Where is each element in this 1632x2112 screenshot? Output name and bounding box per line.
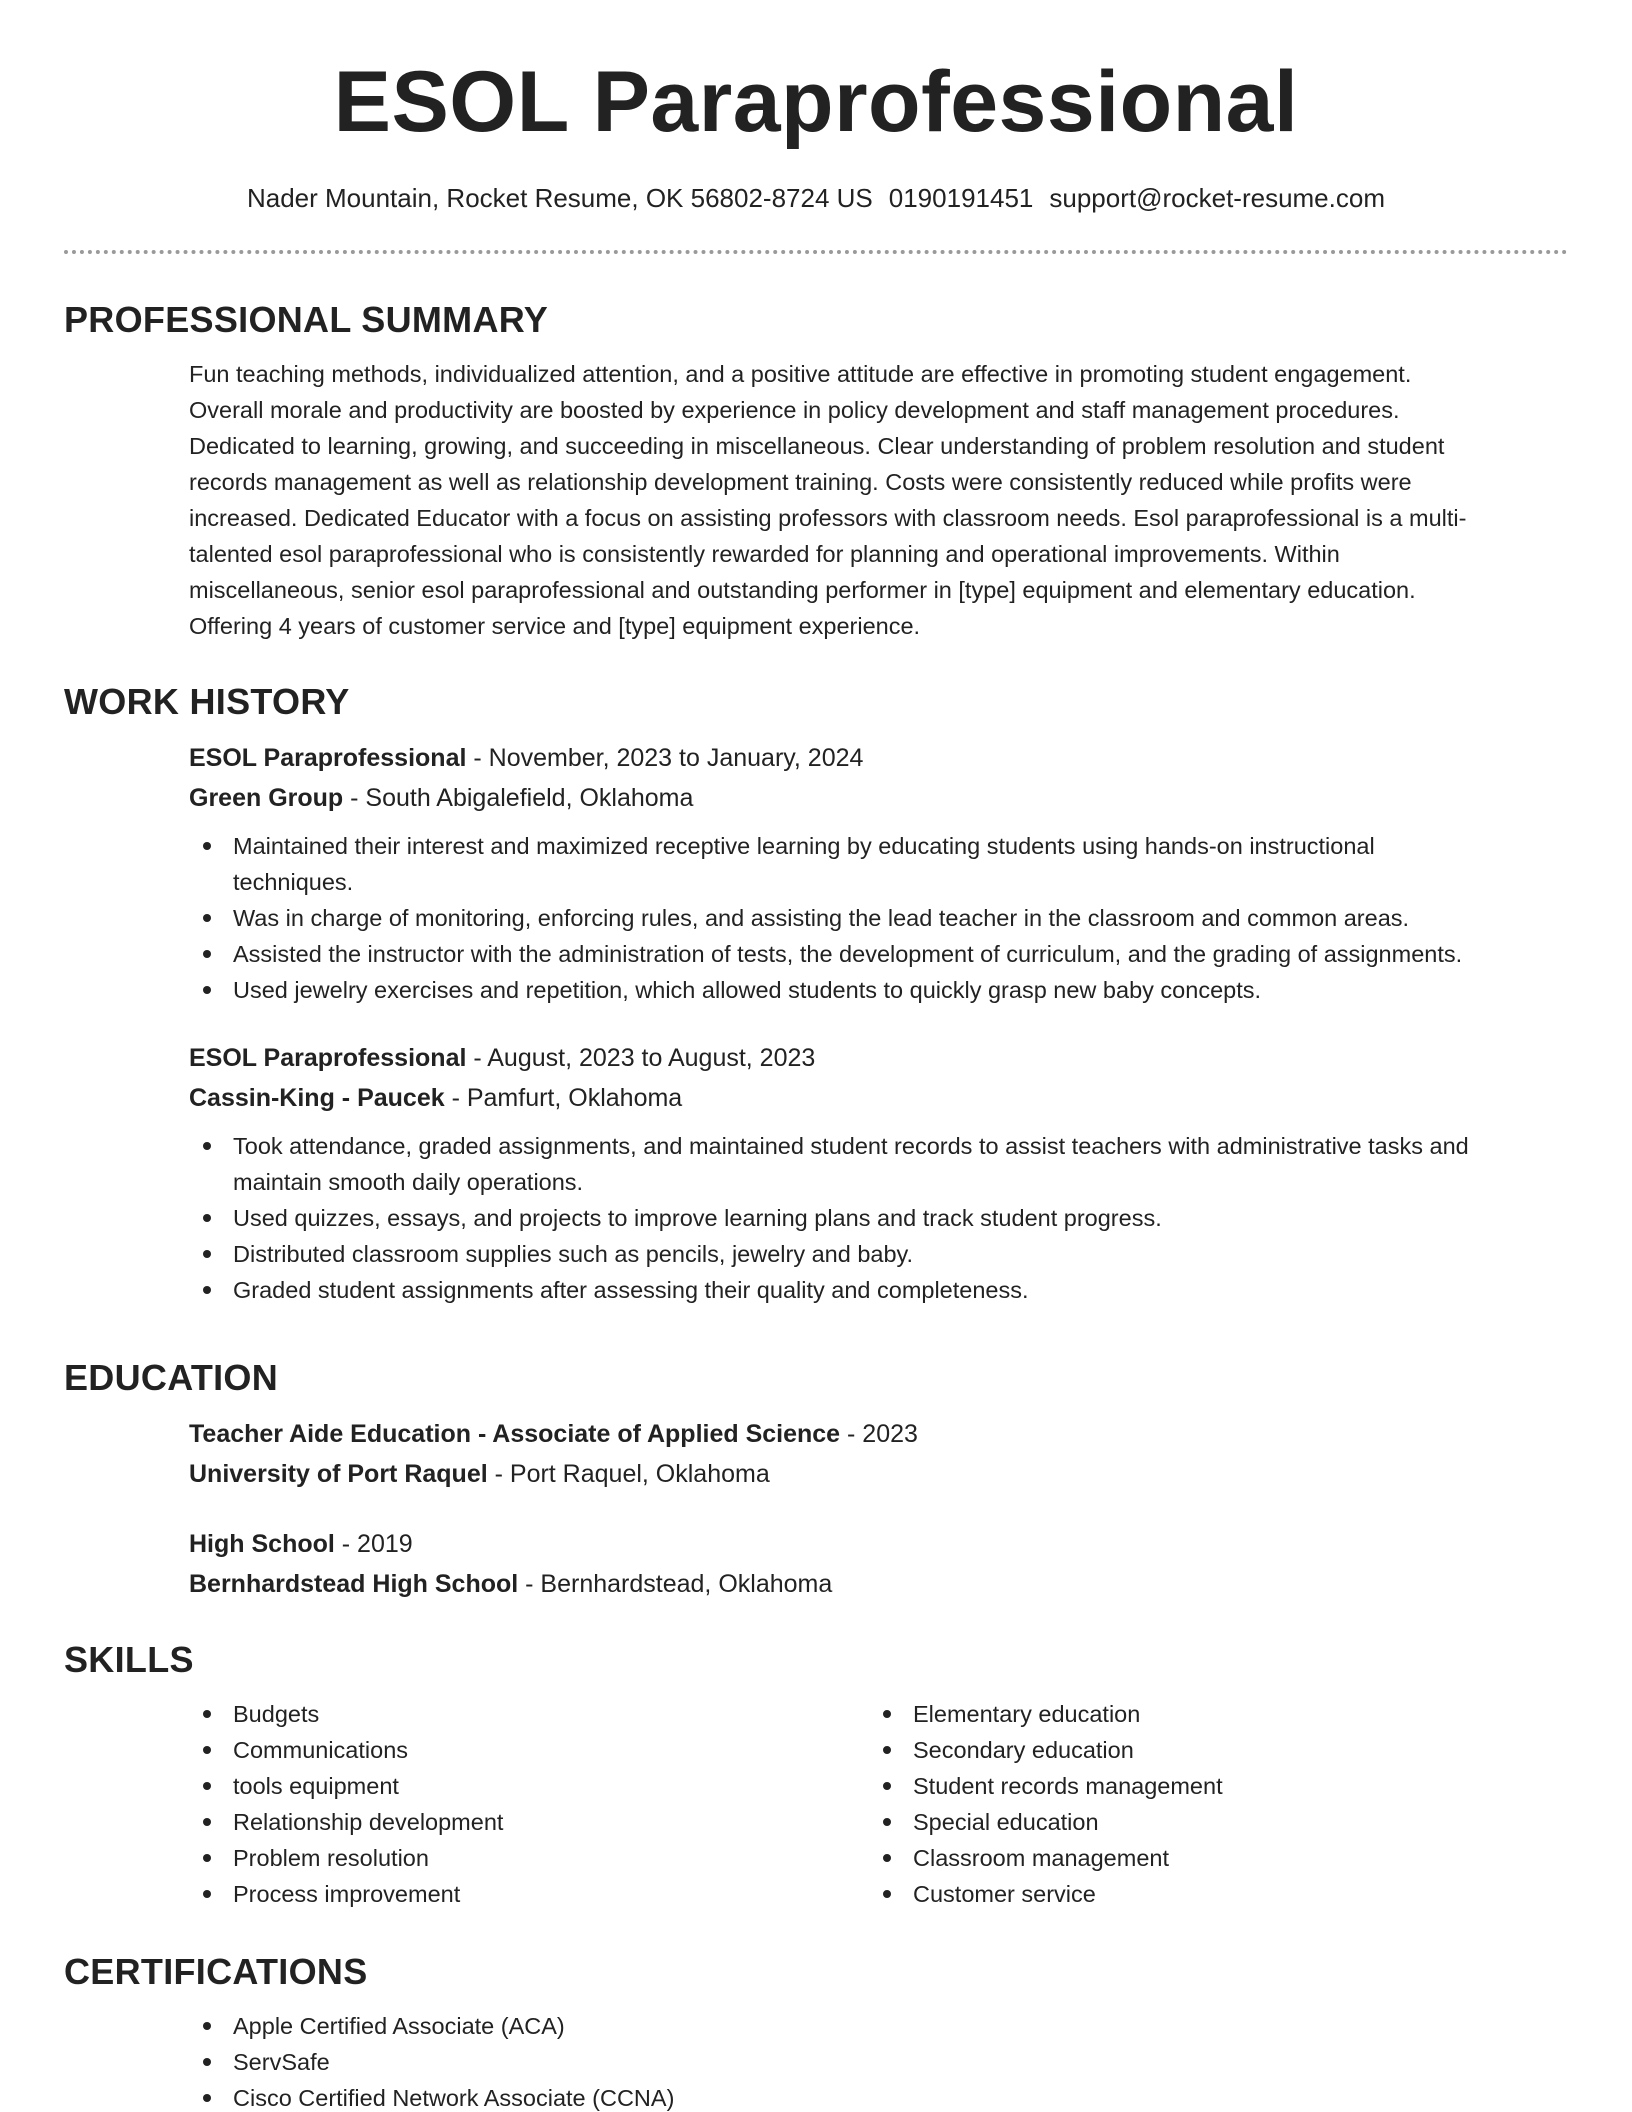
skill-text: Student records management	[913, 1773, 1223, 1799]
education-location: - Bernhardstead, Oklahoma	[518, 1570, 833, 1598]
job-bullet	[189, 1200, 1559, 1236]
job-bullet	[189, 900, 1559, 936]
certification-text: ServSafe	[233, 2049, 330, 2075]
bullet-dot	[883, 1890, 891, 1898]
header-divider	[64, 250, 1568, 254]
resume-title: ESOL Paraprofessional	[333, 54, 1299, 150]
summary-line: increased. Dedicated Educator with a focus on assisting professors with classroom needs. Esol paraprofessional is a multi-	[189, 505, 1467, 531]
job-bullet-text: Took attendance, graded assignments, and maintained student records to assist teachers with administrative tasks and	[233, 1133, 1469, 1159]
skills-heading: SKILLS	[64, 1639, 194, 1680]
job-title-line	[189, 738, 1559, 778]
skill-text: Customer service	[913, 1881, 1096, 1907]
bullet-dot	[203, 2094, 211, 2102]
skill-item	[189, 1876, 869, 1912]
bullet-dot	[203, 842, 211, 850]
job-bullet-text: Distributed classroom supplies such as pencils, jewelry and baby.	[233, 1241, 914, 1267]
job-bullet-text: maintain smooth daily operations.	[233, 1169, 584, 1195]
certifications-section	[64, 1950, 1568, 2112]
job-location: - South Abigalefield, Oklahoma	[343, 784, 694, 812]
contact-info	[0, 180, 1632, 216]
certification-text: Apple Certified Associate (ACA)	[233, 2013, 565, 2039]
skill-text: Communications	[233, 1737, 409, 1763]
skill-item	[869, 1876, 1549, 1912]
job-company: Green Group	[189, 784, 344, 812]
job-company: Cassin-King - Paucek	[189, 1084, 445, 1112]
bullet-dot	[203, 1746, 211, 1754]
job-bullet	[189, 828, 1559, 900]
work-history-section	[64, 680, 1568, 1308]
certification-item	[189, 2044, 1559, 2080]
job-bullet-text: Was in charge of monitoring, enforcing rules, and assisting the lead teacher in the classroom and common areas.	[233, 905, 1410, 931]
job-title: ESOL Paraprofessional	[189, 1044, 467, 1072]
education-year: - 2023	[840, 1420, 918, 1448]
certifications-heading: CERTIFICATIONS	[64, 1951, 368, 1992]
skill-text: Relationship development	[233, 1809, 504, 1835]
job-location: - Pamfurt, Oklahoma	[444, 1084, 683, 1112]
job-bullet	[189, 1236, 1559, 1272]
education-year: - 2019	[334, 1530, 413, 1558]
education-entry	[189, 1414, 1559, 1494]
job-title-line	[189, 1038, 1559, 1078]
bullet-dot	[203, 1890, 211, 1898]
work-history-heading: WORK HISTORY	[64, 681, 350, 722]
job-dates: - November, 2023 to January, 2024	[466, 744, 864, 772]
certification-item	[189, 2080, 1559, 2112]
work-history-body	[189, 738, 1559, 1308]
bullet-dot	[203, 2022, 211, 2030]
summary-heading: PROFESSIONAL SUMMARY	[64, 299, 549, 340]
skill-text: Problem resolution	[233, 1845, 429, 1871]
skill-text: Secondary education	[913, 1737, 1134, 1763]
education-degree-line	[189, 1524, 1559, 1564]
summary-line: Offering 4 years of customer service and [type] equipment experience.	[189, 613, 921, 639]
bullet-dot	[883, 1782, 891, 1790]
skill-item	[869, 1840, 1549, 1876]
job-dates: - August, 2023 to August, 2023	[466, 1044, 816, 1072]
summary-line: Fun teaching methods, individualized attention, and a positive attitude are effective in promoting student engagement.	[189, 361, 1412, 387]
contact-email: support@rocket-resume.com	[1049, 183, 1385, 213]
summary-line: Overall morale and productivity are boosted by experience in policy development and staff management procedures.	[189, 397, 1400, 423]
job-bullet	[189, 1128, 1559, 1200]
summary-section	[64, 298, 1568, 644]
job-entry	[189, 1038, 1559, 1308]
certifications-body	[189, 2008, 1559, 2112]
skill-item	[869, 1804, 1549, 1840]
skill-text: tools equipment	[233, 1773, 399, 1799]
skill-item	[189, 1696, 869, 1732]
skill-item	[189, 1840, 869, 1876]
skill-text: Elementary education	[913, 1701, 1141, 1727]
skill-item	[189, 1732, 869, 1768]
job-company-line	[189, 778, 1559, 818]
skill-item	[869, 1696, 1549, 1732]
bullet-dot	[203, 2058, 211, 2066]
certification-text: Cisco Certified Network Associate (CCNA)	[233, 2085, 675, 2111]
job-bullets	[189, 828, 1559, 1008]
job-bullet-text: Used jewelry exercises and repetition, which allowed students to quickly grasp new baby concepts.	[233, 977, 1262, 1003]
skills-grid	[189, 1692, 1559, 1912]
skills-body	[189, 1692, 1559, 1912]
summary-line: miscellaneous, senior esol paraprofessional and outstanding performer in [type] equipment and elementary education.	[189, 577, 1416, 603]
summary-line: records management as well as relationship development training. Costs were consistently reduced while profits were	[189, 469, 1412, 495]
job-entry	[189, 738, 1559, 1008]
certification-item	[189, 2008, 1559, 2044]
bullet-dot	[203, 1214, 211, 1222]
contact-phone: 0190191451	[888, 183, 1034, 213]
contact-address: Nader Mountain, Rocket Resume, OK 56802-8724 US	[246, 183, 873, 213]
job-bullet-text: Used quizzes, essays, and projects to improve learning plans and track student progress.	[233, 1205, 1162, 1231]
summary-line: Dedicated to learning, growing, and succeeding in miscellaneous. Clear understanding of problem resolution and student	[189, 433, 1445, 459]
bullet-dot	[883, 1746, 891, 1754]
job-bullets	[189, 1128, 1559, 1308]
education-degree: High School	[189, 1530, 335, 1558]
education-school: University of Port Raquel	[189, 1460, 488, 1488]
summary-body	[189, 356, 1559, 644]
bullet-dot	[203, 986, 211, 994]
skill-item	[189, 1804, 869, 1840]
skill-text: Classroom management	[913, 1845, 1169, 1871]
summary-text	[189, 356, 1559, 644]
job-bullet	[189, 1272, 1559, 1308]
skill-item	[189, 1768, 869, 1804]
bullet-dot	[203, 950, 211, 958]
skill-text: Budgets	[233, 1701, 320, 1727]
skill-text: Special education	[913, 1809, 1099, 1835]
bullet-dot	[203, 914, 211, 922]
education-body	[189, 1414, 1559, 1604]
bullet-dot	[203, 1710, 211, 1718]
bullet-dot	[203, 1854, 211, 1862]
bullet-dot	[883, 1854, 891, 1862]
certifications-list	[189, 2008, 1559, 2112]
skills-section	[64, 1638, 1568, 1912]
job-bullet	[189, 972, 1559, 1008]
bullet-dot	[203, 1818, 211, 1826]
bullet-dot	[883, 1710, 891, 1718]
skill-item	[869, 1768, 1549, 1804]
education-heading: EDUCATION	[64, 1357, 279, 1398]
education-degree-line	[189, 1414, 1559, 1454]
job-bullet	[189, 936, 1559, 972]
bullet-dot	[883, 1818, 891, 1826]
job-company-line	[189, 1078, 1559, 1118]
summary-line: talented esol paraprofessional who is consistently rewarded for planning and operational improvements. Within	[189, 541, 1340, 567]
job-bullet-text: Graded student assignments after assessing their quality and completeness.	[233, 1277, 1029, 1303]
job-title: ESOL Paraprofessional	[189, 744, 467, 772]
education-section	[64, 1356, 1568, 1604]
education-location: - Port Raquel, Oklahoma	[487, 1460, 770, 1488]
bullet-dot	[203, 1250, 211, 1258]
skill-item	[869, 1732, 1549, 1768]
bullet-dot	[203, 1142, 211, 1150]
job-bullet-text: techniques.	[233, 869, 354, 895]
skills-column-left	[189, 1696, 869, 1912]
education-school-line	[189, 1564, 1559, 1604]
skill-text: Process improvement	[233, 1881, 461, 1907]
job-bullet-text: Maintained their interest and maximized receptive learning by educating students using hands-on instructional	[233, 833, 1375, 859]
job-bullet-text: Assisted the instructor with the administration of tests, the development of curriculum, and the grading of assignments.	[233, 941, 1463, 967]
skills-column-right	[869, 1696, 1549, 1912]
education-school-line	[189, 1454, 1559, 1494]
bullet-dot	[203, 1782, 211, 1790]
bullet-dot	[203, 1286, 211, 1294]
education-school: Bernhardstead High School	[189, 1570, 519, 1598]
education-entry	[189, 1524, 1559, 1604]
education-degree: Teacher Aide Education - Associate of Applied Science	[189, 1420, 841, 1448]
